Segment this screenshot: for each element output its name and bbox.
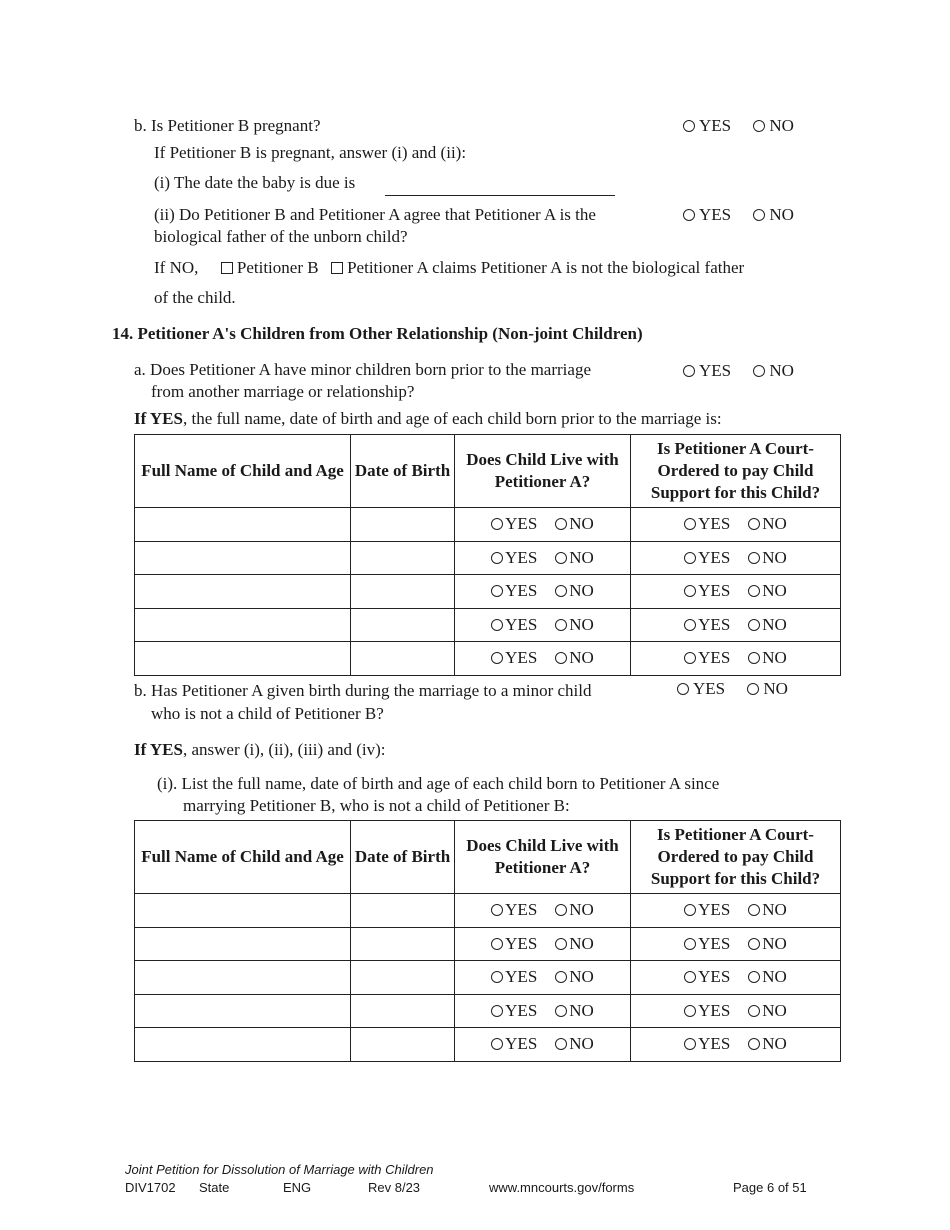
header-full-name: Full Name of Child and Age (135, 435, 351, 508)
court-ordered-no-option[interactable] (748, 648, 787, 668)
lives-with-yes-no (455, 934, 630, 954)
court-ordered-yes-label: YES (698, 1000, 731, 1020)
child-name-cell[interactable] (135, 994, 351, 1028)
footer-page-number: Page 6 of 51 (733, 1180, 807, 1195)
lives-with-yes-label: YES (505, 581, 538, 601)
lives-with-yes-label: YES (505, 967, 538, 987)
court-ordered-yes-option[interactable] (684, 648, 730, 668)
header-date-of-birth: Date of Birth (351, 821, 455, 894)
list-i-line1: (i). List the full name, date of birth and age of each child born to Petitioner A since (157, 774, 720, 793)
court-ordered-yes-no (631, 934, 840, 954)
court-ordered-cell (631, 1028, 841, 1062)
table-row (135, 575, 841, 609)
date-of-birth-cell[interactable] (351, 608, 455, 642)
radio-icon[interactable] (748, 1038, 760, 1050)
header-full-name: Full Name of Child and Age (135, 821, 351, 894)
court-ordered-no-option[interactable] (748, 615, 787, 635)
lives-with-yes-no (455, 967, 630, 987)
lives-with-yes-no (455, 900, 630, 920)
court-ordered-cell (631, 608, 841, 642)
lives-with-yes-no (455, 1034, 630, 1054)
child-name-cell[interactable] (135, 508, 351, 542)
if-pregnant-instruction: If Petitioner B is pregnant, answer (i) and (ii): (154, 143, 467, 162)
radio-icon[interactable] (683, 365, 695, 377)
court-ordered-yes-option[interactable] (684, 934, 730, 954)
radio-icon[interactable] (684, 619, 696, 631)
radio-icon[interactable] (748, 938, 760, 950)
date-of-birth-cell[interactable] (351, 961, 455, 995)
court-ordered-yes-label: YES (698, 614, 731, 634)
if-yes-b-instruction: If YES, answer (i), (ii), (iii) and (iv): (134, 740, 386, 759)
court-ordered-no-option[interactable] (748, 548, 787, 568)
radio-icon[interactable] (555, 1038, 567, 1050)
radio-icon[interactable] (684, 652, 696, 664)
lives-with-yes-option[interactable] (491, 1034, 537, 1054)
petitioner-b-checkbox[interactable] (221, 262, 233, 274)
pregnant-yes-no (683, 115, 794, 137)
lives-with-no-label: NO (569, 547, 594, 567)
court-ordered-no-label: NO (762, 900, 787, 920)
lives-with-yes-no (455, 615, 630, 635)
court-ordered-yes-no (631, 900, 840, 920)
radio-icon[interactable] (555, 971, 567, 983)
footer-form-title: Joint Petition for Dissolution of Marriage with Children (125, 1162, 434, 1177)
radio-icon[interactable] (491, 652, 503, 664)
court-ordered-no-option[interactable] (748, 934, 787, 954)
lives-with-yes-no (455, 648, 630, 668)
radio-icon[interactable] (491, 1038, 503, 1050)
child-name-cell[interactable] (135, 894, 351, 928)
prior-children-yes-option[interactable]: YES (683, 360, 731, 381)
radio-icon[interactable] (753, 365, 765, 377)
court-ordered-yes-no (631, 967, 840, 987)
radio-icon[interactable] (555, 652, 567, 664)
question-ii-line1: (ii) Do Petitioner B and Petitioner A agree that Petitioner A is the (154, 205, 596, 224)
lives-with-yes-option[interactable] (491, 900, 537, 920)
court-ordered-no-option[interactable] (748, 514, 787, 534)
child-name-cell[interactable] (135, 1028, 351, 1062)
child-name-cell[interactable] (135, 575, 351, 609)
court-ordered-yes-label: YES (698, 933, 731, 953)
lives-with-cell (455, 1028, 631, 1062)
lives-with-no-label: NO (569, 933, 594, 953)
court-ordered-yes-label: YES (698, 547, 731, 567)
child-name-cell[interactable] (135, 927, 351, 961)
court-ordered-yes-option[interactable] (684, 967, 730, 987)
lives-with-no-option[interactable] (555, 648, 594, 668)
radio-icon[interactable] (748, 619, 760, 631)
lives-with-yes-option[interactable] (491, 581, 537, 601)
lives-with-yes-no (455, 548, 630, 568)
petitioner-a-claims-checkbox[interactable] (331, 262, 343, 274)
children-since-marriage-table (134, 820, 841, 1062)
court-ordered-yes-no (631, 514, 840, 534)
court-ordered-yes-option[interactable] (684, 1034, 730, 1054)
lives-with-yes-option[interactable] (491, 934, 537, 954)
court-ordered-no-option[interactable] (748, 967, 787, 987)
court-ordered-no-label: NO (762, 648, 787, 668)
lives-with-no-option[interactable] (555, 514, 594, 534)
court-ordered-yes-label: YES (698, 581, 731, 601)
lives-with-yes-no (455, 581, 630, 601)
court-ordered-cell (631, 994, 841, 1028)
birth-yes-option[interactable]: YES (677, 678, 725, 699)
lives-with-yes-option[interactable] (491, 967, 537, 987)
radio-icon[interactable] (555, 518, 567, 530)
lives-with-yes-no (455, 1001, 630, 1021)
radio-icon[interactable] (491, 938, 503, 950)
court-ordered-yes-option[interactable] (684, 615, 730, 635)
lives-with-no-label: NO (569, 900, 594, 920)
court-ordered-no-label: NO (762, 1034, 787, 1054)
date-of-birth-cell[interactable] (351, 508, 455, 542)
court-ordered-no-label: NO (762, 614, 787, 634)
lives-with-no-option[interactable] (555, 548, 594, 568)
lives-with-cell (455, 541, 631, 575)
court-ordered-yes-no (631, 648, 840, 668)
radio-icon[interactable] (491, 971, 503, 983)
lives-with-no-option[interactable] (555, 967, 594, 987)
petitioner-a-claims-label: Petitioner A claims Petitioner A is not the biological father (347, 258, 745, 277)
court-ordered-yes-label: YES (698, 1034, 731, 1054)
list-i-line2: marrying Petitioner B, who is not a child of Petitioner B: (183, 796, 570, 815)
child-name-cell[interactable] (135, 608, 351, 642)
court-ordered-yes-option[interactable] (684, 900, 730, 920)
radio-icon[interactable] (684, 938, 696, 950)
radio-icon[interactable] (555, 904, 567, 916)
lives-with-cell (455, 608, 631, 642)
radio-icon[interactable] (748, 904, 760, 916)
radio-icon[interactable] (747, 683, 759, 695)
radio-icon[interactable] (748, 552, 760, 564)
lives-with-no-label: NO (569, 514, 594, 534)
lives-with-yes-label: YES (505, 1034, 538, 1054)
table-row (135, 961, 841, 995)
court-ordered-cell (631, 575, 841, 609)
pregnant-no-option[interactable]: NO (753, 115, 794, 136)
lives-with-yes-option[interactable] (491, 514, 537, 534)
child-name-cell[interactable] (135, 961, 351, 995)
radio-icon[interactable] (753, 209, 765, 221)
birth-during-marriage-yes-no (677, 678, 788, 700)
radio-icon[interactable] (684, 1038, 696, 1050)
court-ordered-yes-no (631, 615, 840, 635)
court-ordered-yes-no (631, 1034, 840, 1054)
court-ordered-yes-label: YES (698, 648, 731, 668)
footer-form-id: DIV1702 (125, 1180, 176, 1195)
lives-with-yes-label: YES (505, 933, 538, 953)
lives-with-no-label: NO (569, 1034, 594, 1054)
lives-with-yes-label: YES (505, 514, 538, 534)
court-ordered-yes-label: YES (698, 514, 731, 534)
header-lives-with: Does Child Live with Petitioner A? (455, 435, 631, 508)
question-ii-line2: biological father of the unborn child? (154, 227, 408, 246)
table-row (135, 508, 841, 542)
court-ordered-cell (631, 961, 841, 995)
lives-with-no-label: NO (569, 967, 594, 987)
section-14-title: 14. Petitioner A's Children from Other Relationship (Non-joint Children) (112, 324, 643, 343)
date-of-birth-cell[interactable] (351, 1028, 455, 1062)
radio-icon[interactable] (677, 683, 689, 695)
court-ordered-cell (631, 508, 841, 542)
court-ordered-yes-option[interactable] (684, 548, 730, 568)
footer-jurisdiction: State (199, 1180, 230, 1195)
due-date-label: (i) The date the baby is due is (154, 173, 356, 192)
radio-icon[interactable] (748, 971, 760, 983)
table-row (135, 927, 841, 961)
footer-language: ENG (283, 1180, 312, 1195)
if-no-row: If NO, Petitioner B Petitioner A claims Petitioner A is not the biological father (154, 258, 745, 277)
radio-icon[interactable] (684, 518, 696, 530)
court-ordered-no-option[interactable] (748, 1034, 787, 1054)
radio-icon[interactable] (748, 585, 760, 597)
court-ordered-no-option[interactable] (748, 1001, 787, 1021)
court-ordered-no-option[interactable] (748, 581, 787, 601)
table-row (135, 541, 841, 575)
radio-icon[interactable] (555, 619, 567, 631)
lives-with-yes-no (455, 514, 630, 534)
court-ordered-yes-no (631, 548, 840, 568)
lives-with-cell (455, 961, 631, 995)
due-date-field[interactable] (385, 195, 615, 196)
of-the-child-text: of the child. (154, 288, 236, 307)
lives-with-no-label: NO (569, 1000, 594, 1020)
lives-with-no-option[interactable] (555, 900, 594, 920)
radio-icon[interactable] (748, 518, 760, 530)
lives-with-no-option[interactable] (555, 1001, 594, 1021)
radio-icon[interactable] (748, 1005, 760, 1017)
court-ordered-yes-option[interactable] (684, 1001, 730, 1021)
court-ordered-cell (631, 927, 841, 961)
lives-with-yes-label: YES (505, 648, 538, 668)
father-agree-yes-no (683, 204, 794, 226)
footer-revision: Rev 8/23 (368, 1180, 421, 1195)
lives-with-yes-label: YES (505, 1000, 538, 1020)
court-ordered-yes-no (631, 581, 840, 601)
lives-with-yes-label: YES (505, 900, 538, 920)
court-ordered-cell (631, 642, 841, 676)
lives-with-yes-option[interactable] (491, 615, 537, 635)
header-court-ordered: Is Petitioner A Court-Ordered to pay Child Support for this Child? (631, 821, 841, 894)
court-ordered-yes-no (631, 1001, 840, 1021)
court-ordered-yes-option[interactable] (684, 514, 730, 534)
radio-icon[interactable] (684, 1005, 696, 1017)
lives-with-yes-option[interactable] (491, 648, 537, 668)
radio-icon[interactable] (491, 904, 503, 916)
radio-icon[interactable] (491, 518, 503, 530)
table-header-row (135, 821, 841, 894)
date-of-birth-cell[interactable] (351, 927, 455, 961)
lives-with-yes-label: YES (505, 614, 538, 634)
petitioner-b-label: Petitioner B (236, 258, 319, 277)
prior-children-no-option[interactable]: NO (753, 360, 794, 381)
child-name-cell[interactable] (135, 541, 351, 575)
table-row (135, 994, 841, 1028)
table-header-row (135, 435, 841, 508)
radio-icon[interactable] (491, 619, 503, 631)
court-ordered-cell (631, 541, 841, 575)
lives-with-yes-label: YES (505, 547, 538, 567)
court-ordered-no-option[interactable] (748, 900, 787, 920)
lives-with-yes-option[interactable] (491, 548, 537, 568)
court-ordered-no-label: NO (762, 1000, 787, 1020)
table-row (135, 608, 841, 642)
lives-with-no-option[interactable] (555, 615, 594, 635)
if-yes-a-instruction: If YES, the full name, date of birth and age of each child born prior to the marriage is: (134, 409, 722, 428)
lives-with-cell (455, 894, 631, 928)
prior-children-yes-no (683, 360, 794, 382)
court-ordered-yes-label: YES (698, 900, 731, 920)
court-ordered-no-label: NO (762, 933, 787, 953)
radio-icon[interactable] (753, 120, 765, 132)
court-ordered-no-label: NO (762, 967, 787, 987)
lives-with-no-option[interactable] (555, 1034, 594, 1054)
lives-with-no-label: NO (569, 648, 594, 668)
radio-icon[interactable] (555, 585, 567, 597)
question-a-line2: from another marriage or relationship? (151, 382, 415, 401)
table-row (135, 642, 841, 676)
question-a-line1: a. Does Petitioner A have minor children born prior to the marriage (134, 360, 591, 379)
question-b14-line1: b. Has Petitioner A given birth during the marriage to a minor child (134, 681, 592, 700)
lives-with-yes-option[interactable] (491, 1001, 537, 1021)
lives-with-cell (455, 642, 631, 676)
court-ordered-no-label: NO (762, 547, 787, 567)
radio-icon[interactable] (491, 585, 503, 597)
radio-icon[interactable] (748, 652, 760, 664)
lives-with-cell (455, 927, 631, 961)
court-ordered-cell (631, 894, 841, 928)
lives-with-no-label: NO (569, 581, 594, 601)
father-agree-yes-option[interactable]: YES (683, 204, 731, 225)
lives-with-no-option[interactable] (555, 581, 594, 601)
radio-icon[interactable] (684, 971, 696, 983)
radio-icon[interactable] (555, 552, 567, 564)
birth-no-option[interactable]: NO (747, 678, 788, 699)
lives-with-cell (455, 994, 631, 1028)
date-of-birth-cell[interactable] (351, 541, 455, 575)
radio-icon[interactable] (555, 938, 567, 950)
father-agree-no-option[interactable]: NO (753, 204, 794, 225)
court-ordered-yes-label: YES (698, 967, 731, 987)
child-name-cell[interactable] (135, 642, 351, 676)
header-court-ordered: Is Petitioner A Court-Ordered to pay Child Support for this Child? (631, 435, 841, 508)
date-of-birth-cell[interactable] (351, 994, 455, 1028)
radio-icon[interactable] (683, 120, 695, 132)
header-date-of-birth: Date of Birth (351, 435, 455, 508)
lives-with-cell (455, 508, 631, 542)
court-ordered-yes-option[interactable] (684, 581, 730, 601)
prior-children-table (134, 434, 841, 676)
radio-icon[interactable] (683, 209, 695, 221)
question-b-pregnant: b. Is Petitioner B pregnant? (134, 116, 321, 135)
radio-icon[interactable] (684, 552, 696, 564)
lives-with-no-label: NO (569, 614, 594, 634)
header-lives-with: Does Child Live with Petitioner A? (455, 821, 631, 894)
radio-icon[interactable] (555, 1005, 567, 1017)
lives-with-cell (455, 575, 631, 609)
date-of-birth-cell[interactable] (351, 642, 455, 676)
pregnant-yes-option[interactable]: YES (683, 115, 731, 136)
table-row (135, 894, 841, 928)
court-ordered-no-label: NO (762, 514, 787, 534)
date-of-birth-cell[interactable] (351, 575, 455, 609)
question-b14-line2: who is not a child of Petitioner B? (151, 704, 384, 723)
radio-icon[interactable] (684, 904, 696, 916)
radio-icon[interactable] (491, 1005, 503, 1017)
radio-icon[interactable] (684, 585, 696, 597)
date-of-birth-cell[interactable] (351, 894, 455, 928)
lives-with-no-option[interactable] (555, 934, 594, 954)
table-row (135, 1028, 841, 1062)
radio-icon[interactable] (491, 552, 503, 564)
footer-website[interactable]: www.mncourts.gov/forms (489, 1180, 635, 1195)
court-ordered-no-label: NO (762, 581, 787, 601)
